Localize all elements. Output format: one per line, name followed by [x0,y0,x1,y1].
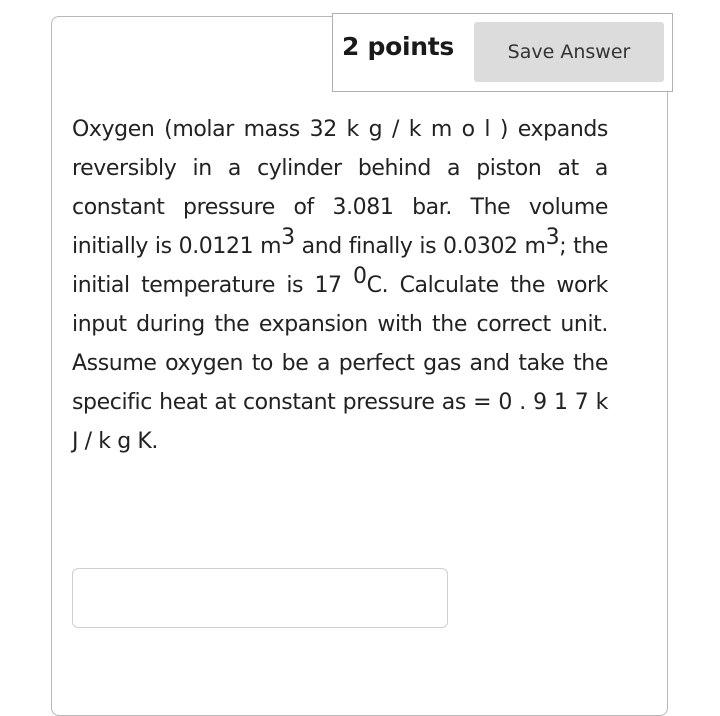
points-label: 2 points [342,32,454,61]
question-text-part: C. Calculate the work input during the expansion with the correct unit. Assume oxygen to be a perfect gas and take the specific heat at constant pressure as = 0 . 9 1 7 k J / k g K. [72,273,608,454]
save-answer-button[interactable]: Save Answer [474,22,664,82]
superscript: 0 [353,264,367,289]
superscript: 3 [545,225,560,250]
superscript: 3 [281,225,295,250]
question-header [332,13,673,92]
question-text-part: and finally is 0.0302 m [294,234,546,259]
question-text-part: Oxygen (molar mass 32 k g / k m o l ) expands reversibly in a cylinder behind a piston at a constant pressure of 3.081 bar. The volume initially is 0.0121 m [72,117,608,259]
question-text-part: ; the initial temperature is 17 [72,234,609,298]
question-text [72,110,608,461]
answer-input[interactable] [72,568,448,628]
